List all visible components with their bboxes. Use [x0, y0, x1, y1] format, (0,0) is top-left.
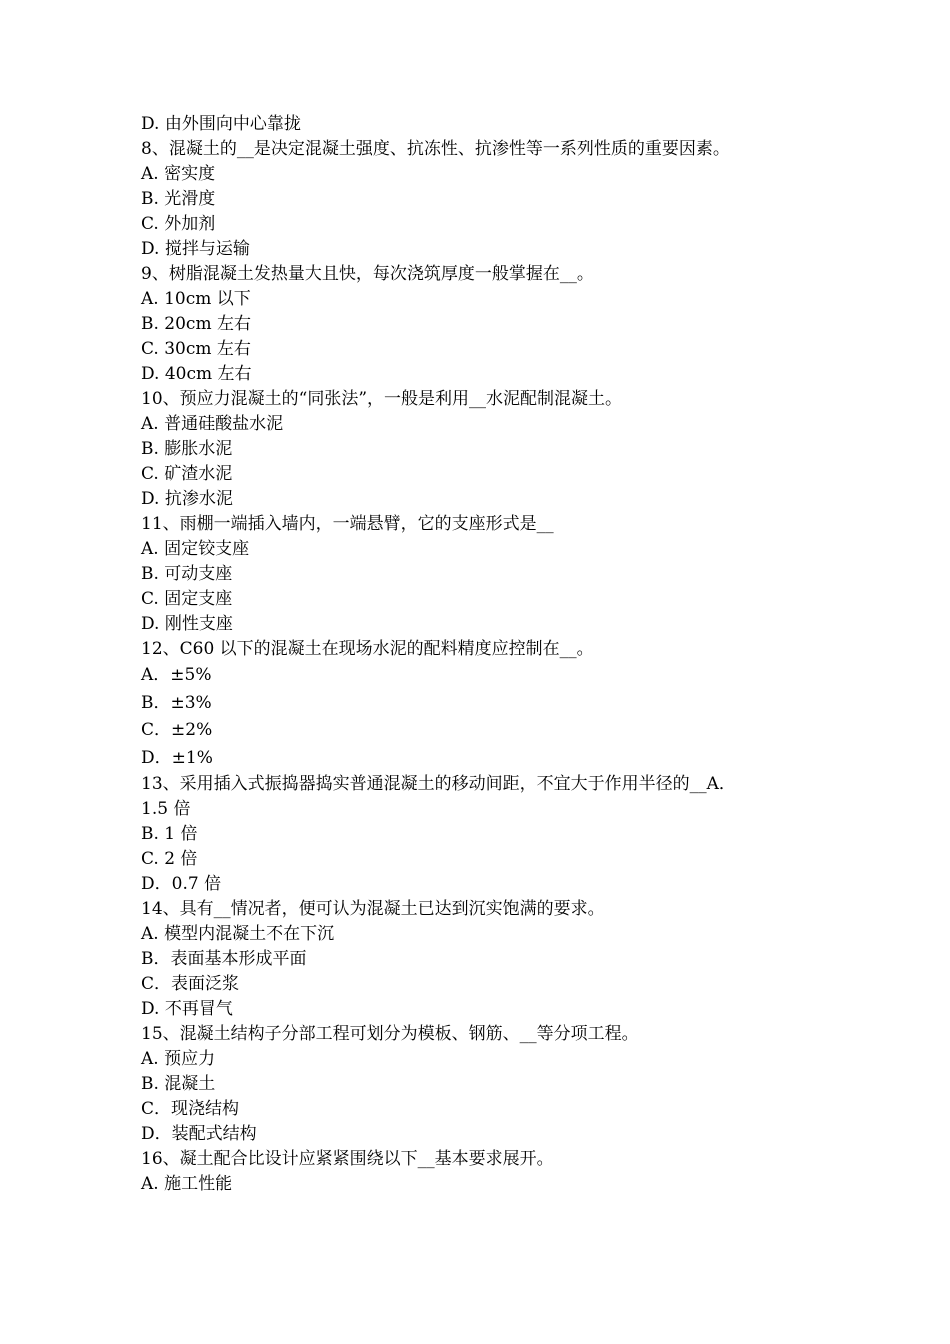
option-9d: D. 40cm 左右	[141, 364, 252, 384]
question-13: 13、采用插入式振捣器捣实普通混凝土的移动间距，不宜大于作用半径的__A．	[141, 774, 736, 794]
question-12: 12、C60 以下的混凝土在现场水泥的配料精度应控制在__。	[141, 639, 594, 659]
option-14b: B．表面基本形成平面	[141, 949, 307, 969]
option-9c: C. 30cm 左右	[141, 339, 251, 359]
option-9a: A. 10cm 以下	[141, 289, 251, 309]
question-9: 9、树脂混凝土发热量大且快，每次浇筑厚度一般掌握在__。	[141, 264, 594, 284]
option-15a: A. 预应力	[141, 1049, 216, 1069]
option-12b: B．±3%	[141, 692, 212, 713]
document-body	[141, 112, 811, 1197]
question-11: 11、雨棚一端插入墙内，一端悬臂，它的支座形式是__	[141, 514, 554, 534]
option-14a: A. 模型内混凝土不在下沉	[141, 924, 335, 944]
option-8c: C. 外加剂	[141, 214, 216, 234]
option-10c: C. 矿渣水泥	[141, 464, 233, 484]
option-11c: C. 固定支座	[141, 589, 233, 609]
option-16a: A. 施工性能	[141, 1174, 233, 1194]
question-14: 14、具有__情况者，便可认为混凝土已达到沉实饱满的要求。	[141, 899, 605, 919]
option-11a: A. 固定铰支座	[141, 539, 250, 559]
question-15: 15、混凝土结构子分部工程可划分为模板、钢筋、__等分项工程。	[141, 1024, 639, 1044]
option-15b: B. 混凝土	[141, 1074, 216, 1094]
option-12a: A．±5%	[141, 665, 212, 685]
option-15c: C．现浇结构	[141, 1099, 240, 1119]
option-14d: D. 不再冒气	[141, 999, 233, 1019]
option-15d: D．装配式结构	[141, 1124, 257, 1144]
option-10d: D. 抗渗水泥	[141, 489, 233, 509]
option-11b: B. 可动支座	[141, 564, 233, 584]
question-16: 16、凝土配合比设计应紧紧围绕以下__基本要求展开。	[141, 1149, 554, 1169]
option-8a: A. 密实度	[141, 164, 216, 184]
option-7d: D. 由外围向中心靠拢	[141, 114, 301, 134]
option-9b: B. 20cm 左右	[141, 314, 251, 334]
question-10: 10、预应力混凝土的“同张法”，一般是利用__水泥配制混凝土。	[141, 389, 623, 409]
option-8d: D. 搅拌与运输	[141, 239, 250, 259]
option-11d: D. 刚性支座	[141, 614, 233, 634]
option-13b: B. 1 倍	[141, 824, 198, 844]
option-13a: 1.5 倍	[141, 799, 191, 819]
option-13c: C. 2 倍	[141, 849, 198, 869]
option-8b: B. 光滑度	[141, 189, 216, 209]
option-12d: D．±1%	[141, 747, 213, 768]
option-10a: A. 普通硅酸盐水泥	[141, 414, 284, 434]
option-10b: B. 膨胀水泥	[141, 439, 233, 459]
option-12c: C．±2%	[141, 720, 213, 740]
option-14c: C．表面泛浆	[141, 974, 240, 994]
question-8: 8、混凝土的__是决定混凝土强度、抗冻性、抗渗性等一系列性质的重要因素。	[141, 139, 730, 159]
option-13d: D．0.7 倍	[141, 874, 222, 894]
